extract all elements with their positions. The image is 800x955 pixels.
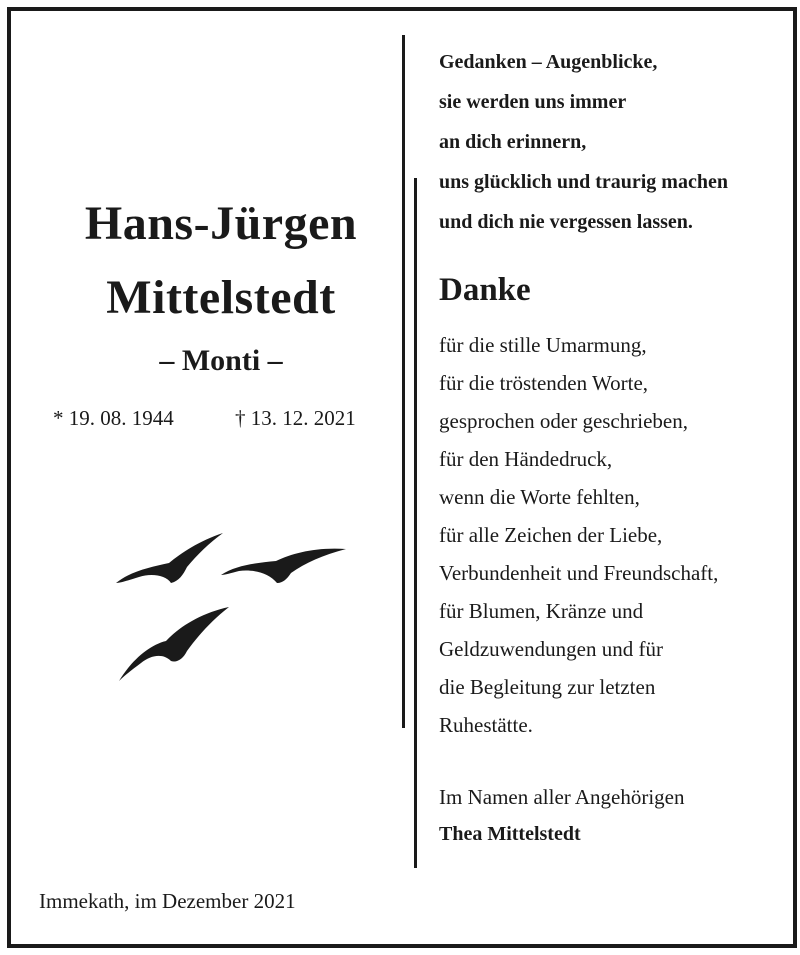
deceased-nickname: – Monti – (159, 344, 283, 377)
deceased-first-name: Hans-Jürgen (84, 197, 358, 250)
thanks-line: wenn die Worte fehlten, (439, 485, 640, 509)
poem-line: uns glücklich und traurig machen (439, 171, 728, 193)
poem-line: sie werden uns immer (439, 91, 627, 113)
right-column (439, 11, 789, 944)
bird-one-icon (116, 533, 223, 583)
thanks-line: gesprochen oder geschrieben, (439, 409, 688, 433)
obituary-frame (7, 7, 797, 948)
thanks-line: die Begleitung zur letzten (439, 675, 656, 699)
thanks-line: für den Händedruck, (439, 447, 613, 471)
thanks-line: Geldzuwendungen und für (439, 637, 663, 661)
poem-line: Gedanken – Augenblicke, (439, 51, 658, 73)
birth-date: * 19. 08. 1944 (53, 406, 174, 430)
thanks-line: Ruhestätte. (439, 713, 533, 737)
thanks-line: für die tröstenden Worte, (439, 371, 649, 395)
bird-three-icon (119, 607, 229, 681)
bird-two-icon (221, 549, 346, 583)
poem-line: an dich erinnern, (439, 131, 587, 153)
thanks-line: für die stille Umarmung, (439, 333, 647, 357)
signature-intro: Im Namen aller Angehörigen (439, 785, 685, 809)
thanks-title: Danke (439, 272, 531, 308)
flying-birds-icon (111, 523, 356, 693)
divider-line (402, 35, 405, 728)
thanks-line: Verbundenheit und Freundschaft, (439, 561, 719, 585)
divider-line (414, 178, 417, 868)
thanks-line: für alle Zeichen der Liebe, (439, 523, 663, 547)
signature-name: Thea Mittelstedt (439, 823, 581, 845)
thanks-line: für Blumen, Kränze und (439, 599, 644, 623)
left-column (11, 11, 406, 944)
place-date: Immekath, im Dezember 2021 (39, 889, 296, 913)
poem-line: und dich nie vergessen lassen. (439, 211, 693, 233)
deceased-last-name: Mittelstedt (106, 271, 336, 324)
death-date: † 13. 12. 2021 (235, 406, 356, 430)
